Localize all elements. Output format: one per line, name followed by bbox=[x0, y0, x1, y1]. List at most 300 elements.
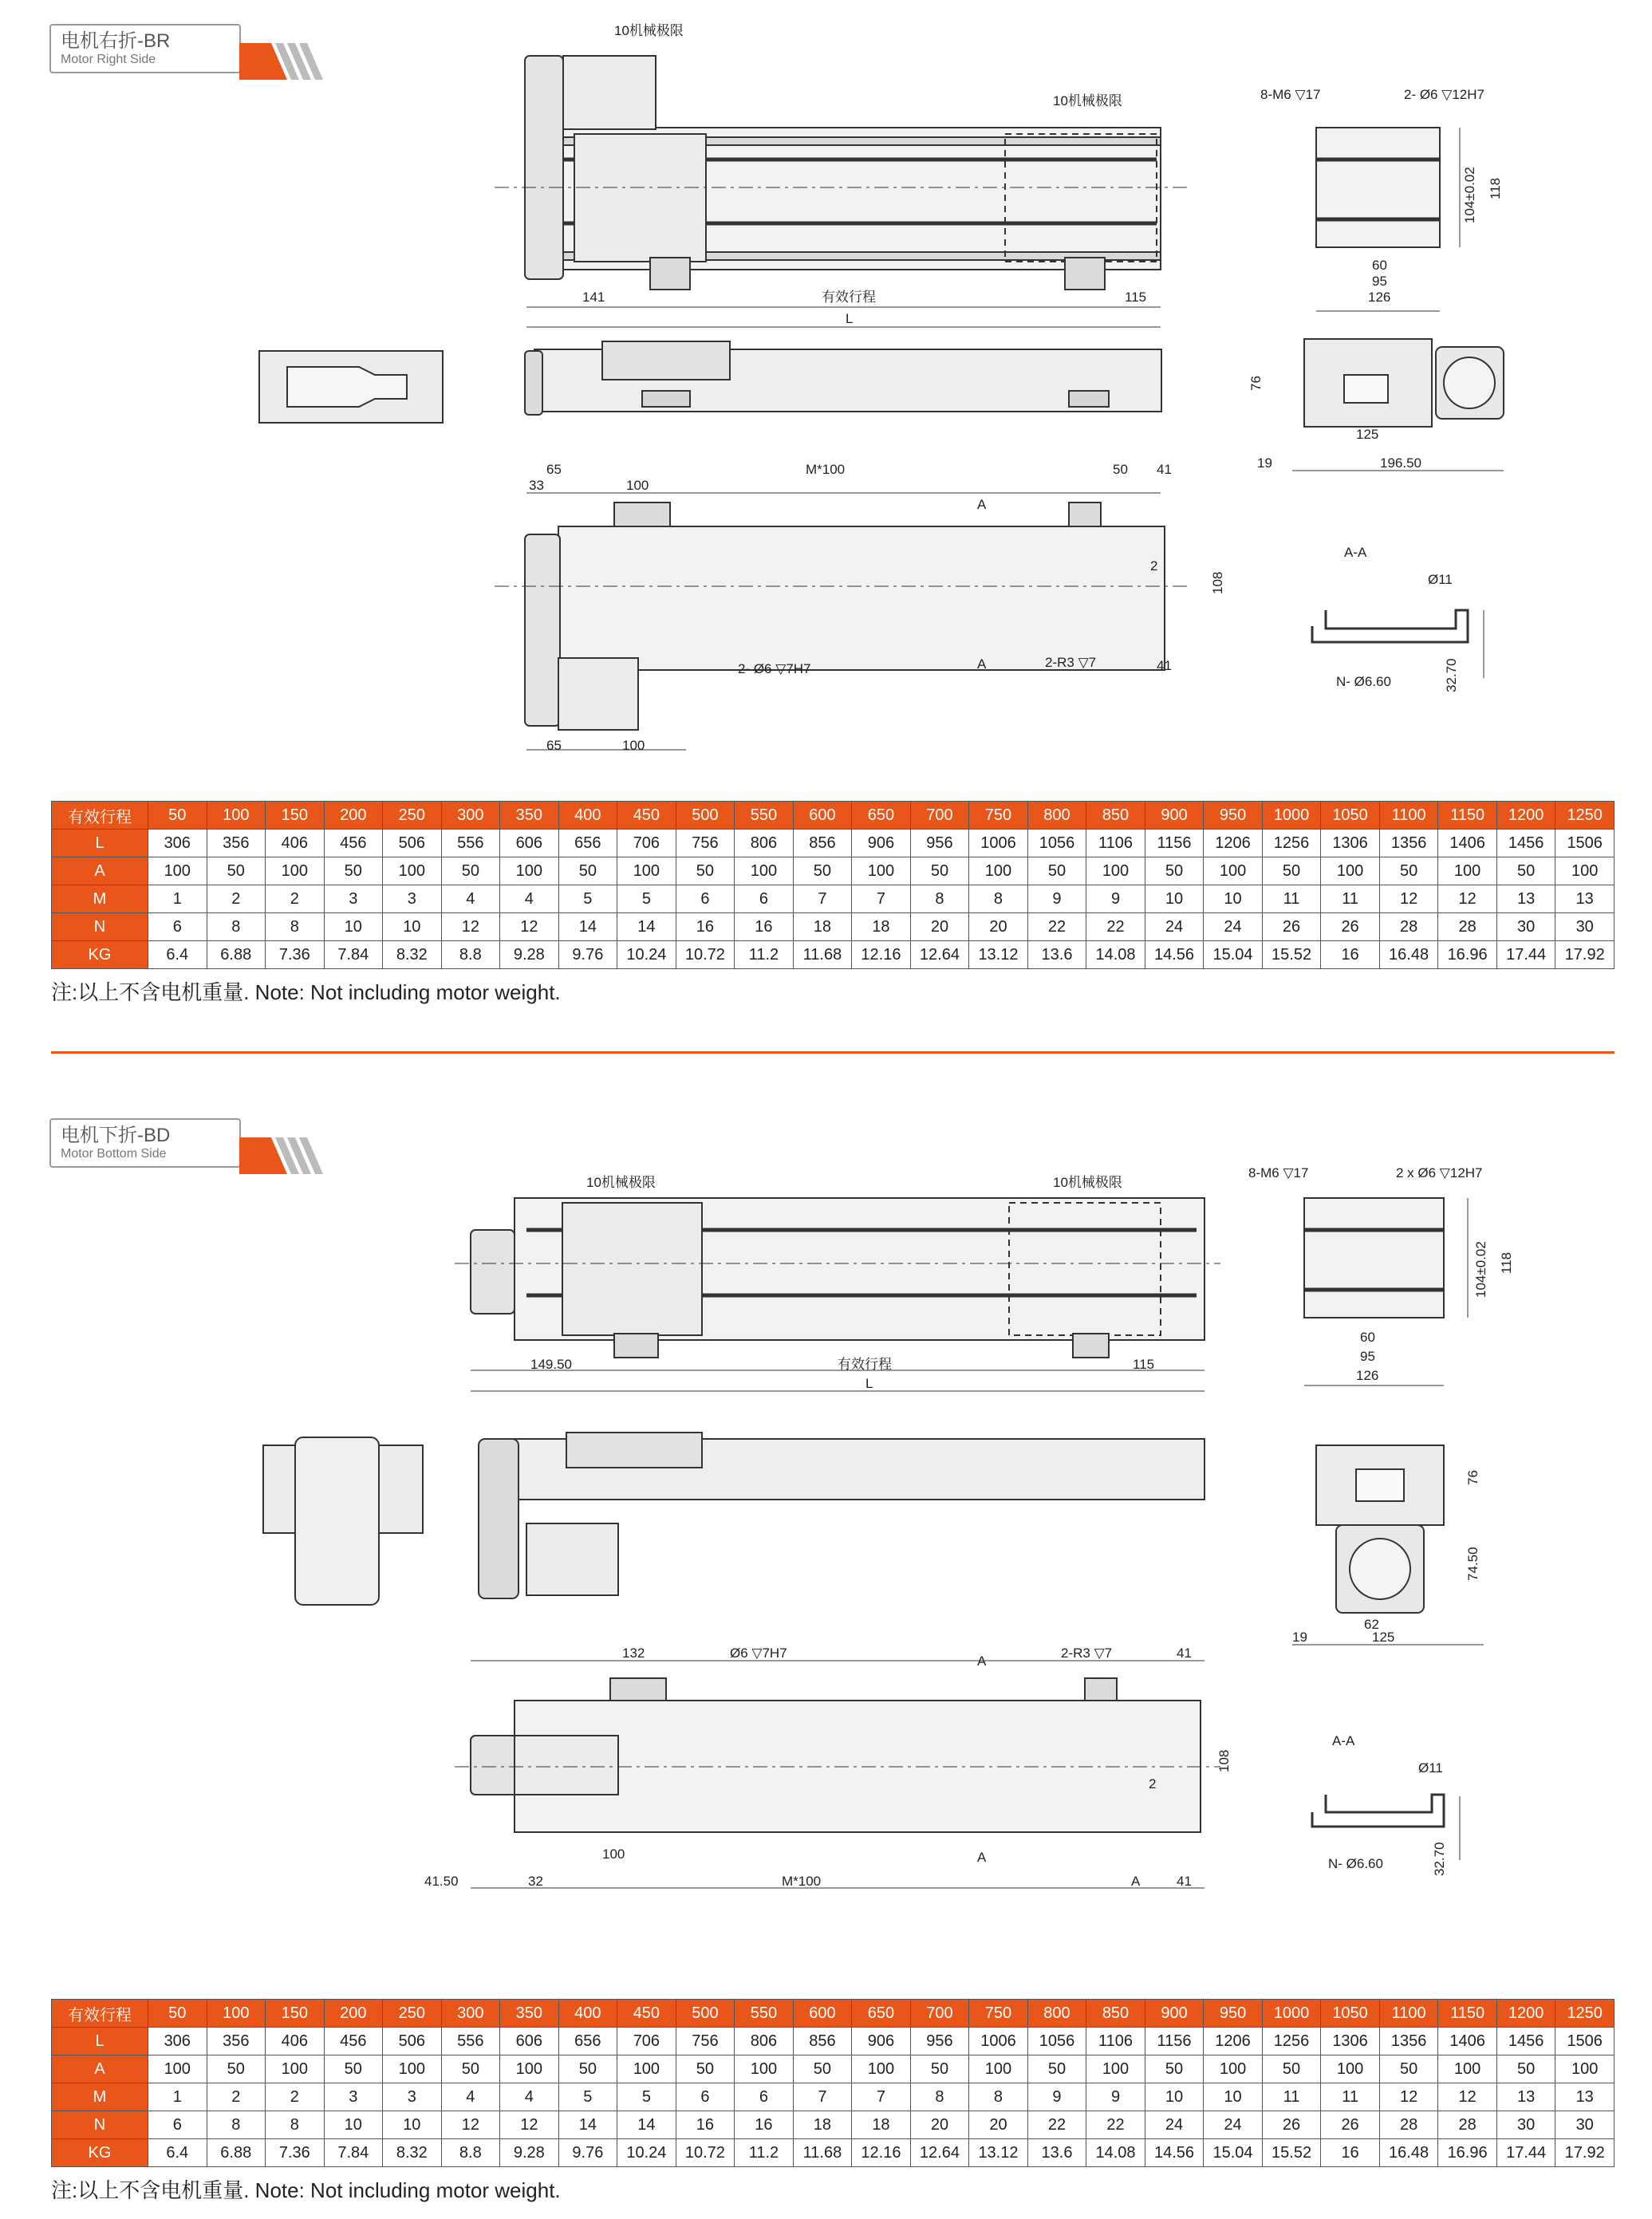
label-pin-d6: Ø6 ▽7H7 bbox=[730, 1646, 787, 1661]
table-header-cell: 700 bbox=[910, 2000, 969, 2028]
dim-104: 104±0.02 bbox=[1473, 1241, 1488, 1298]
table-cell: 8 bbox=[207, 2111, 266, 2139]
table-cell: 13.12 bbox=[969, 941, 1028, 969]
table-cell: 11 bbox=[1262, 885, 1321, 913]
table-cell: 100 bbox=[1321, 857, 1380, 885]
table-cell: 24 bbox=[1145, 2111, 1204, 2139]
table-header-cell: 300 bbox=[441, 802, 500, 830]
table-cell: 100 bbox=[617, 2055, 676, 2083]
dim-62: 62 bbox=[1364, 1617, 1379, 1632]
table-cell: 6 bbox=[676, 2083, 735, 2111]
dim-132: 132 bbox=[622, 1646, 645, 1661]
table-cell: 456 bbox=[324, 830, 383, 857]
table-cell: 7.84 bbox=[324, 941, 383, 969]
table-cell: 706 bbox=[617, 2028, 676, 2055]
note-br: 注:以上不含电机重量. Note: Not including motor weight. bbox=[51, 980, 561, 1004]
table-header-cell: 800 bbox=[1027, 802, 1086, 830]
table-cell: 100 bbox=[1555, 857, 1615, 885]
table-header-cell: 950 bbox=[1204, 2000, 1263, 2028]
table-header-cell: 600 bbox=[793, 2000, 852, 2028]
table-cell: 11 bbox=[1262, 2083, 1321, 2111]
dim-50: 50 bbox=[1113, 462, 1128, 477]
table-header-cell: 500 bbox=[676, 2000, 735, 2028]
dim-4150: 41.50 bbox=[424, 1874, 459, 1889]
table-header-cell: 150 bbox=[266, 802, 325, 830]
section-tag-bd bbox=[49, 1118, 241, 1168]
table-cell: 100 bbox=[266, 2055, 325, 2083]
table-cell: 22 bbox=[1027, 913, 1086, 941]
table-row-label: KG bbox=[52, 941, 148, 969]
table-cell: 11 bbox=[1321, 885, 1380, 913]
dim-41b: 41 bbox=[1157, 658, 1172, 673]
table-cell: 4 bbox=[441, 2083, 500, 2111]
table-header-cell: 1050 bbox=[1321, 802, 1380, 830]
dim-m100: M*100 bbox=[782, 1874, 822, 1889]
table-cell: 50 bbox=[1379, 2055, 1438, 2083]
table-row-label: N bbox=[52, 2111, 148, 2139]
table-cell: 12.16 bbox=[852, 941, 911, 969]
table-cell: 15.04 bbox=[1204, 941, 1263, 969]
label-limit-left: 10机械极限 bbox=[614, 23, 684, 38]
table-row-label: KG bbox=[52, 2139, 148, 2167]
table-cell: 100 bbox=[1086, 2055, 1145, 2083]
table-header-cell: 850 bbox=[1086, 802, 1145, 830]
table-cell: 50 bbox=[910, 857, 969, 885]
table-cell: 50 bbox=[324, 857, 383, 885]
table-cell: 16 bbox=[676, 2111, 735, 2139]
table-cell: 30 bbox=[1555, 913, 1615, 941]
dim-108: 108 bbox=[1216, 1749, 1232, 1772]
table-cell: 100 bbox=[1438, 857, 1497, 885]
table-cell: 50 bbox=[324, 2055, 383, 2083]
table-cell: 50 bbox=[1496, 857, 1555, 885]
table-cell: 8 bbox=[969, 2083, 1028, 2111]
label-stroke: 有效行程 bbox=[838, 1357, 892, 1372]
table-cell: 50 bbox=[793, 857, 852, 885]
table-row bbox=[52, 2083, 1615, 2111]
table-cell: 28 bbox=[1438, 913, 1497, 941]
table-cell: 356 bbox=[207, 2028, 266, 2055]
table-cell: 4 bbox=[500, 2083, 559, 2111]
table-cell: 17.92 bbox=[1555, 941, 1615, 969]
table-cell: 9.76 bbox=[558, 2139, 617, 2167]
table-cell: 906 bbox=[852, 830, 911, 857]
table-cell: 1 bbox=[148, 885, 207, 913]
table-header-label: 有效行程 bbox=[52, 802, 148, 830]
dim-100: 100 bbox=[602, 1847, 625, 1862]
table-row-label: M bbox=[52, 2083, 148, 2111]
table-cell: 1006 bbox=[969, 2028, 1028, 2055]
table-cell: 606 bbox=[500, 830, 559, 857]
dim-65b: 65 bbox=[546, 738, 562, 753]
table-header-label: 有效行程 bbox=[52, 2000, 148, 2028]
table-cell: 506 bbox=[383, 830, 442, 857]
table-row bbox=[52, 2055, 1615, 2083]
dim-32: 32 bbox=[528, 1874, 543, 1889]
table-cell: 6 bbox=[148, 2111, 207, 2139]
table-row-label: A bbox=[52, 857, 148, 885]
table-cell: 26 bbox=[1262, 2111, 1321, 2139]
table-cell: 5 bbox=[617, 885, 676, 913]
table-cell: 50 bbox=[676, 2055, 735, 2083]
table-cell: 3 bbox=[383, 2083, 442, 2111]
table-row bbox=[52, 941, 1615, 969]
label-d660: N- Ø6.60 bbox=[1336, 674, 1391, 689]
table-cell: 8.32 bbox=[383, 2139, 442, 2167]
table-row-label: M bbox=[52, 885, 148, 913]
table-cell: 656 bbox=[558, 2028, 617, 2055]
table-cell: 26 bbox=[1321, 2111, 1380, 2139]
dim-126: 126 bbox=[1368, 290, 1391, 305]
table-cell: 13 bbox=[1555, 2083, 1615, 2111]
dim-115: 115 bbox=[1133, 1357, 1155, 1372]
table-cell: 1356 bbox=[1379, 2028, 1438, 2055]
table-cell: 17.44 bbox=[1496, 941, 1555, 969]
table-row-label: L bbox=[52, 2028, 148, 2055]
table-cell: 16.48 bbox=[1379, 941, 1438, 969]
table-cell: 8.32 bbox=[383, 941, 442, 969]
table-header-cell: 200 bbox=[324, 802, 383, 830]
table-cell: 8 bbox=[266, 913, 325, 941]
dim-60: 60 bbox=[1372, 258, 1387, 273]
table-cell: 100 bbox=[266, 857, 325, 885]
table-cell: 100 bbox=[1321, 2055, 1380, 2083]
dim-33: 33 bbox=[529, 478, 544, 493]
table-cell: 20 bbox=[969, 2111, 1028, 2139]
table-row bbox=[52, 885, 1615, 913]
table-header-cell: 1000 bbox=[1262, 802, 1321, 830]
table-row bbox=[52, 2111, 1615, 2139]
table-cell: 50 bbox=[1145, 2055, 1204, 2083]
table-cell: 9 bbox=[1027, 2083, 1086, 2111]
table-cell: 100 bbox=[969, 857, 1028, 885]
table-cell: 1106 bbox=[1086, 830, 1145, 857]
table-cell: 10 bbox=[383, 913, 442, 941]
tag-title-zh: 电机下折-BD bbox=[61, 1125, 171, 1146]
dim-41b: 41 bbox=[1177, 1874, 1192, 1889]
table-cell: 14.56 bbox=[1145, 2139, 1204, 2167]
table-cell: 50 bbox=[1379, 857, 1438, 885]
tag-title-zh: 电机右折-BR bbox=[61, 30, 171, 52]
table-cell: 1506 bbox=[1555, 830, 1615, 857]
table-cell: 17.44 bbox=[1496, 2139, 1555, 2167]
table-cell: 9.76 bbox=[558, 941, 617, 969]
table-cell: 10 bbox=[324, 913, 383, 941]
table-header-cell: 1050 bbox=[1321, 2000, 1380, 2028]
table-cell: 100 bbox=[500, 2055, 559, 2083]
table-cell: 10 bbox=[383, 2111, 442, 2139]
table-cell: 7.36 bbox=[266, 941, 325, 969]
table-cell: 956 bbox=[910, 2028, 969, 2055]
dim-125: 125 bbox=[1372, 1630, 1395, 1645]
table-header-cell: 800 bbox=[1027, 2000, 1086, 2028]
table-cell: 6.88 bbox=[207, 2139, 266, 2167]
table-cell: 50 bbox=[1262, 857, 1321, 885]
table-cell: 1256 bbox=[1262, 830, 1321, 857]
table-cell: 16 bbox=[735, 913, 794, 941]
table-cell: 12 bbox=[1379, 885, 1438, 913]
table-cell: 100 bbox=[617, 857, 676, 885]
table-cell: 6 bbox=[148, 913, 207, 941]
table-cell: 6.4 bbox=[148, 941, 207, 969]
dim-41a: 41 bbox=[1177, 1646, 1192, 1661]
table-header-cell: 650 bbox=[852, 2000, 911, 2028]
table-cell: 30 bbox=[1496, 913, 1555, 941]
table-cell: 50 bbox=[1496, 2055, 1555, 2083]
table-header-cell: 700 bbox=[910, 802, 969, 830]
table-cell: 756 bbox=[676, 2028, 735, 2055]
table-row bbox=[52, 2139, 1615, 2167]
label-section-a2: A bbox=[977, 1850, 987, 1865]
dim-118: 118 bbox=[1488, 177, 1503, 199]
table-cell: 20 bbox=[910, 913, 969, 941]
table-cell: 8 bbox=[910, 885, 969, 913]
label-section-a1: A bbox=[977, 497, 987, 512]
dim-19: 19 bbox=[1292, 1630, 1307, 1645]
dim-115: 115 bbox=[1125, 290, 1147, 305]
table-cell: 30 bbox=[1555, 2111, 1615, 2139]
table-cell: 16.96 bbox=[1438, 941, 1497, 969]
table-header-cell: 450 bbox=[617, 2000, 676, 2028]
table-header-cell: 150 bbox=[266, 2000, 325, 2028]
dim-100b: 100 bbox=[622, 738, 645, 753]
label-r3: 2-R3 ▽7 bbox=[1061, 1646, 1113, 1661]
table-cell: 406 bbox=[266, 2028, 325, 2055]
table-cell: 15.04 bbox=[1204, 2139, 1263, 2167]
table-cell: 8.8 bbox=[441, 941, 500, 969]
table-header-cell: 250 bbox=[383, 2000, 442, 2028]
table-cell: 10 bbox=[1145, 885, 1204, 913]
table-cell: 18 bbox=[793, 913, 852, 941]
table-cell: 7 bbox=[852, 2083, 911, 2111]
dim-76: 76 bbox=[1248, 376, 1264, 391]
dim-125: 125 bbox=[1356, 427, 1379, 442]
table-cell: 6 bbox=[676, 885, 735, 913]
spec-table-br bbox=[51, 801, 1615, 969]
table-cell: 18 bbox=[852, 913, 911, 941]
table-row bbox=[52, 830, 1615, 857]
dim-2: 2 bbox=[1150, 558, 1158, 573]
table-header-cell: 1200 bbox=[1496, 2000, 1555, 2028]
table-header-cell: 500 bbox=[676, 802, 735, 830]
table-cell: 1456 bbox=[1496, 830, 1555, 857]
table-cell: 9 bbox=[1086, 2083, 1145, 2111]
table-cell: 100 bbox=[500, 857, 559, 885]
table-header-cell: 1150 bbox=[1438, 2000, 1497, 2028]
table-cell: 1056 bbox=[1027, 830, 1086, 857]
dim-126: 126 bbox=[1356, 1368, 1379, 1383]
table-cell: 5 bbox=[558, 2083, 617, 2111]
table-cell: 1156 bbox=[1145, 2028, 1204, 2055]
table-cell: 306 bbox=[148, 830, 207, 857]
label-d11: Ø11 bbox=[1418, 1760, 1443, 1776]
table-cell: 3 bbox=[324, 2083, 383, 2111]
table-cell: 14 bbox=[617, 2111, 676, 2139]
table-cell: 11.68 bbox=[793, 941, 852, 969]
table-cell: 10 bbox=[324, 2111, 383, 2139]
table-cell: 856 bbox=[793, 2028, 852, 2055]
label-holes-d6: 2- Ø6 ▽12H7 bbox=[1404, 87, 1484, 102]
table-header-cell: 1200 bbox=[1496, 802, 1555, 830]
dim-95: 95 bbox=[1360, 1349, 1375, 1364]
table-header-cell: 400 bbox=[558, 2000, 617, 2028]
label-aa: A-A bbox=[1344, 545, 1367, 560]
table-cell: 806 bbox=[735, 830, 794, 857]
table-cell: 50 bbox=[207, 2055, 266, 2083]
table-cell: 100 bbox=[1438, 2055, 1497, 2083]
label-aa: A-A bbox=[1332, 1733, 1355, 1748]
table-cell: 50 bbox=[676, 857, 735, 885]
table-cell: 14 bbox=[617, 913, 676, 941]
table-cell: 12.16 bbox=[852, 2139, 911, 2167]
table-row-label: N bbox=[52, 913, 148, 941]
table-cell: 4 bbox=[441, 885, 500, 913]
table-header-row bbox=[52, 2000, 1615, 2028]
table-cell: 8.8 bbox=[441, 2139, 500, 2167]
table-cell: 1156 bbox=[1145, 830, 1204, 857]
table-cell: 26 bbox=[1262, 913, 1321, 941]
table-cell: 1056 bbox=[1027, 2028, 1086, 2055]
table-header-cell: 1250 bbox=[1555, 802, 1615, 830]
table-cell: 12 bbox=[1438, 885, 1497, 913]
table-cell: 18 bbox=[852, 2111, 911, 2139]
table-header-cell: 750 bbox=[969, 802, 1028, 830]
table-cell: 50 bbox=[1027, 857, 1086, 885]
table-cell: 100 bbox=[383, 857, 442, 885]
table-cell: 100 bbox=[148, 2055, 207, 2083]
table-cell: 17.92 bbox=[1555, 2139, 1615, 2167]
table-cell: 100 bbox=[1086, 857, 1145, 885]
table-cell: 1506 bbox=[1555, 2028, 1615, 2055]
table-cell: 11.68 bbox=[793, 2139, 852, 2167]
table-cell: 1306 bbox=[1321, 830, 1380, 857]
table-header-cell: 1000 bbox=[1262, 2000, 1321, 2028]
table-header-cell: 300 bbox=[441, 2000, 500, 2028]
table-header-cell: 1100 bbox=[1379, 2000, 1438, 2028]
table-cell: 50 bbox=[910, 2055, 969, 2083]
table-cell: 8 bbox=[266, 2111, 325, 2139]
section-divider bbox=[51, 1051, 1615, 1054]
table-cell: 1 bbox=[148, 2083, 207, 2111]
table-cell: 1406 bbox=[1438, 2028, 1497, 2055]
table-cell: 606 bbox=[500, 2028, 559, 2055]
table-header-cell: 400 bbox=[558, 802, 617, 830]
table-cell: 13.6 bbox=[1027, 941, 1086, 969]
table-cell: 1106 bbox=[1086, 2028, 1145, 2055]
dim-60: 60 bbox=[1360, 1330, 1375, 1345]
note-bd: 注:以上不含电机重量. Note: Not including motor weight. bbox=[51, 2178, 561, 2202]
table-cell: 10.72 bbox=[676, 2139, 735, 2167]
table-cell: 956 bbox=[910, 830, 969, 857]
table-cell: 12 bbox=[1379, 2083, 1438, 2111]
table-header-cell: 600 bbox=[793, 802, 852, 830]
label-limit-left: 10机械极限 bbox=[586, 1175, 656, 1190]
table-cell: 7 bbox=[852, 885, 911, 913]
table-cell: 24 bbox=[1204, 913, 1263, 941]
table-cell: 20 bbox=[969, 913, 1028, 941]
table-cell: 356 bbox=[207, 830, 266, 857]
table-cell: 50 bbox=[558, 857, 617, 885]
table-cell: 9.28 bbox=[500, 941, 559, 969]
table-cell: 24 bbox=[1204, 2111, 1263, 2139]
table-cell: 656 bbox=[558, 830, 617, 857]
table-cell: 28 bbox=[1438, 2111, 1497, 2139]
table-cell: 5 bbox=[558, 885, 617, 913]
table-cell: 26 bbox=[1321, 913, 1380, 941]
label-d11: Ø11 bbox=[1428, 572, 1453, 587]
table-cell: 11.2 bbox=[735, 941, 794, 969]
table-cell: 856 bbox=[793, 830, 852, 857]
table-cell: 7 bbox=[793, 2083, 852, 2111]
table-header-cell: 100 bbox=[207, 802, 266, 830]
table-cell: 100 bbox=[383, 2055, 442, 2083]
dim-A: A bbox=[1131, 1874, 1141, 1889]
table-cell: 30 bbox=[1496, 2111, 1555, 2139]
dim-3270: 32.70 bbox=[1432, 1842, 1447, 1876]
table-cell: 12 bbox=[1438, 2083, 1497, 2111]
table-header-cell: 450 bbox=[617, 802, 676, 830]
table-cell: 4 bbox=[500, 885, 559, 913]
table-header-cell: 1150 bbox=[1438, 802, 1497, 830]
table-cell: 13.6 bbox=[1027, 2139, 1086, 2167]
label-limit-right: 10机械极限 bbox=[1053, 93, 1122, 108]
table-cell: 556 bbox=[441, 2028, 500, 2055]
label-section-a1: A bbox=[977, 1653, 987, 1669]
table-cell: 2 bbox=[207, 2083, 266, 2111]
label-section-a2: A bbox=[977, 656, 987, 672]
table-cell: 13 bbox=[1555, 885, 1615, 913]
table-cell: 906 bbox=[852, 2028, 911, 2055]
table-cell: 100 bbox=[852, 2055, 911, 2083]
table-cell: 456 bbox=[324, 2028, 383, 2055]
table-cell: 50 bbox=[441, 857, 500, 885]
table-cell: 2 bbox=[266, 885, 325, 913]
label-holes-m6: 8-M6 ▽17 bbox=[1260, 87, 1321, 102]
table-row bbox=[52, 2028, 1615, 2055]
table-cell: 16.48 bbox=[1379, 2139, 1438, 2167]
table-cell: 100 bbox=[735, 857, 794, 885]
table-cell: 11.2 bbox=[735, 2139, 794, 2167]
dim-m100: M*100 bbox=[806, 462, 846, 477]
table-cell: 20 bbox=[910, 2111, 969, 2139]
drawing-br bbox=[239, 16, 1563, 766]
table-cell: 6 bbox=[735, 2083, 794, 2111]
table-cell: 28 bbox=[1379, 2111, 1438, 2139]
table-cell: 100 bbox=[852, 857, 911, 885]
table-cell: 10 bbox=[1204, 885, 1263, 913]
label-holes-m6: 8-M6 ▽17 bbox=[1248, 1165, 1309, 1180]
table-cell: 706 bbox=[617, 830, 676, 857]
table-header-cell: 900 bbox=[1145, 802, 1204, 830]
tag-title-en: Motor Right Side bbox=[61, 53, 156, 66]
table-cell: 306 bbox=[148, 2028, 207, 2055]
dim-L: L bbox=[865, 1376, 873, 1391]
table-header-cell: 50 bbox=[148, 802, 207, 830]
dim-141: 141 bbox=[582, 290, 605, 305]
table-header-cell: 650 bbox=[852, 802, 911, 830]
table-cell: 8 bbox=[207, 913, 266, 941]
table-header-cell: 550 bbox=[735, 802, 794, 830]
table-header-cell: 100 bbox=[207, 2000, 266, 2028]
table-cell: 10.24 bbox=[617, 941, 676, 969]
table-cell: 12.64 bbox=[910, 941, 969, 969]
table-cell: 12 bbox=[500, 2111, 559, 2139]
dim-149: 149.50 bbox=[530, 1357, 572, 1372]
table-cell: 16.96 bbox=[1438, 2139, 1497, 2167]
table-cell: 9.28 bbox=[500, 2139, 559, 2167]
table-row bbox=[52, 857, 1615, 885]
table-cell: 12 bbox=[500, 913, 559, 941]
